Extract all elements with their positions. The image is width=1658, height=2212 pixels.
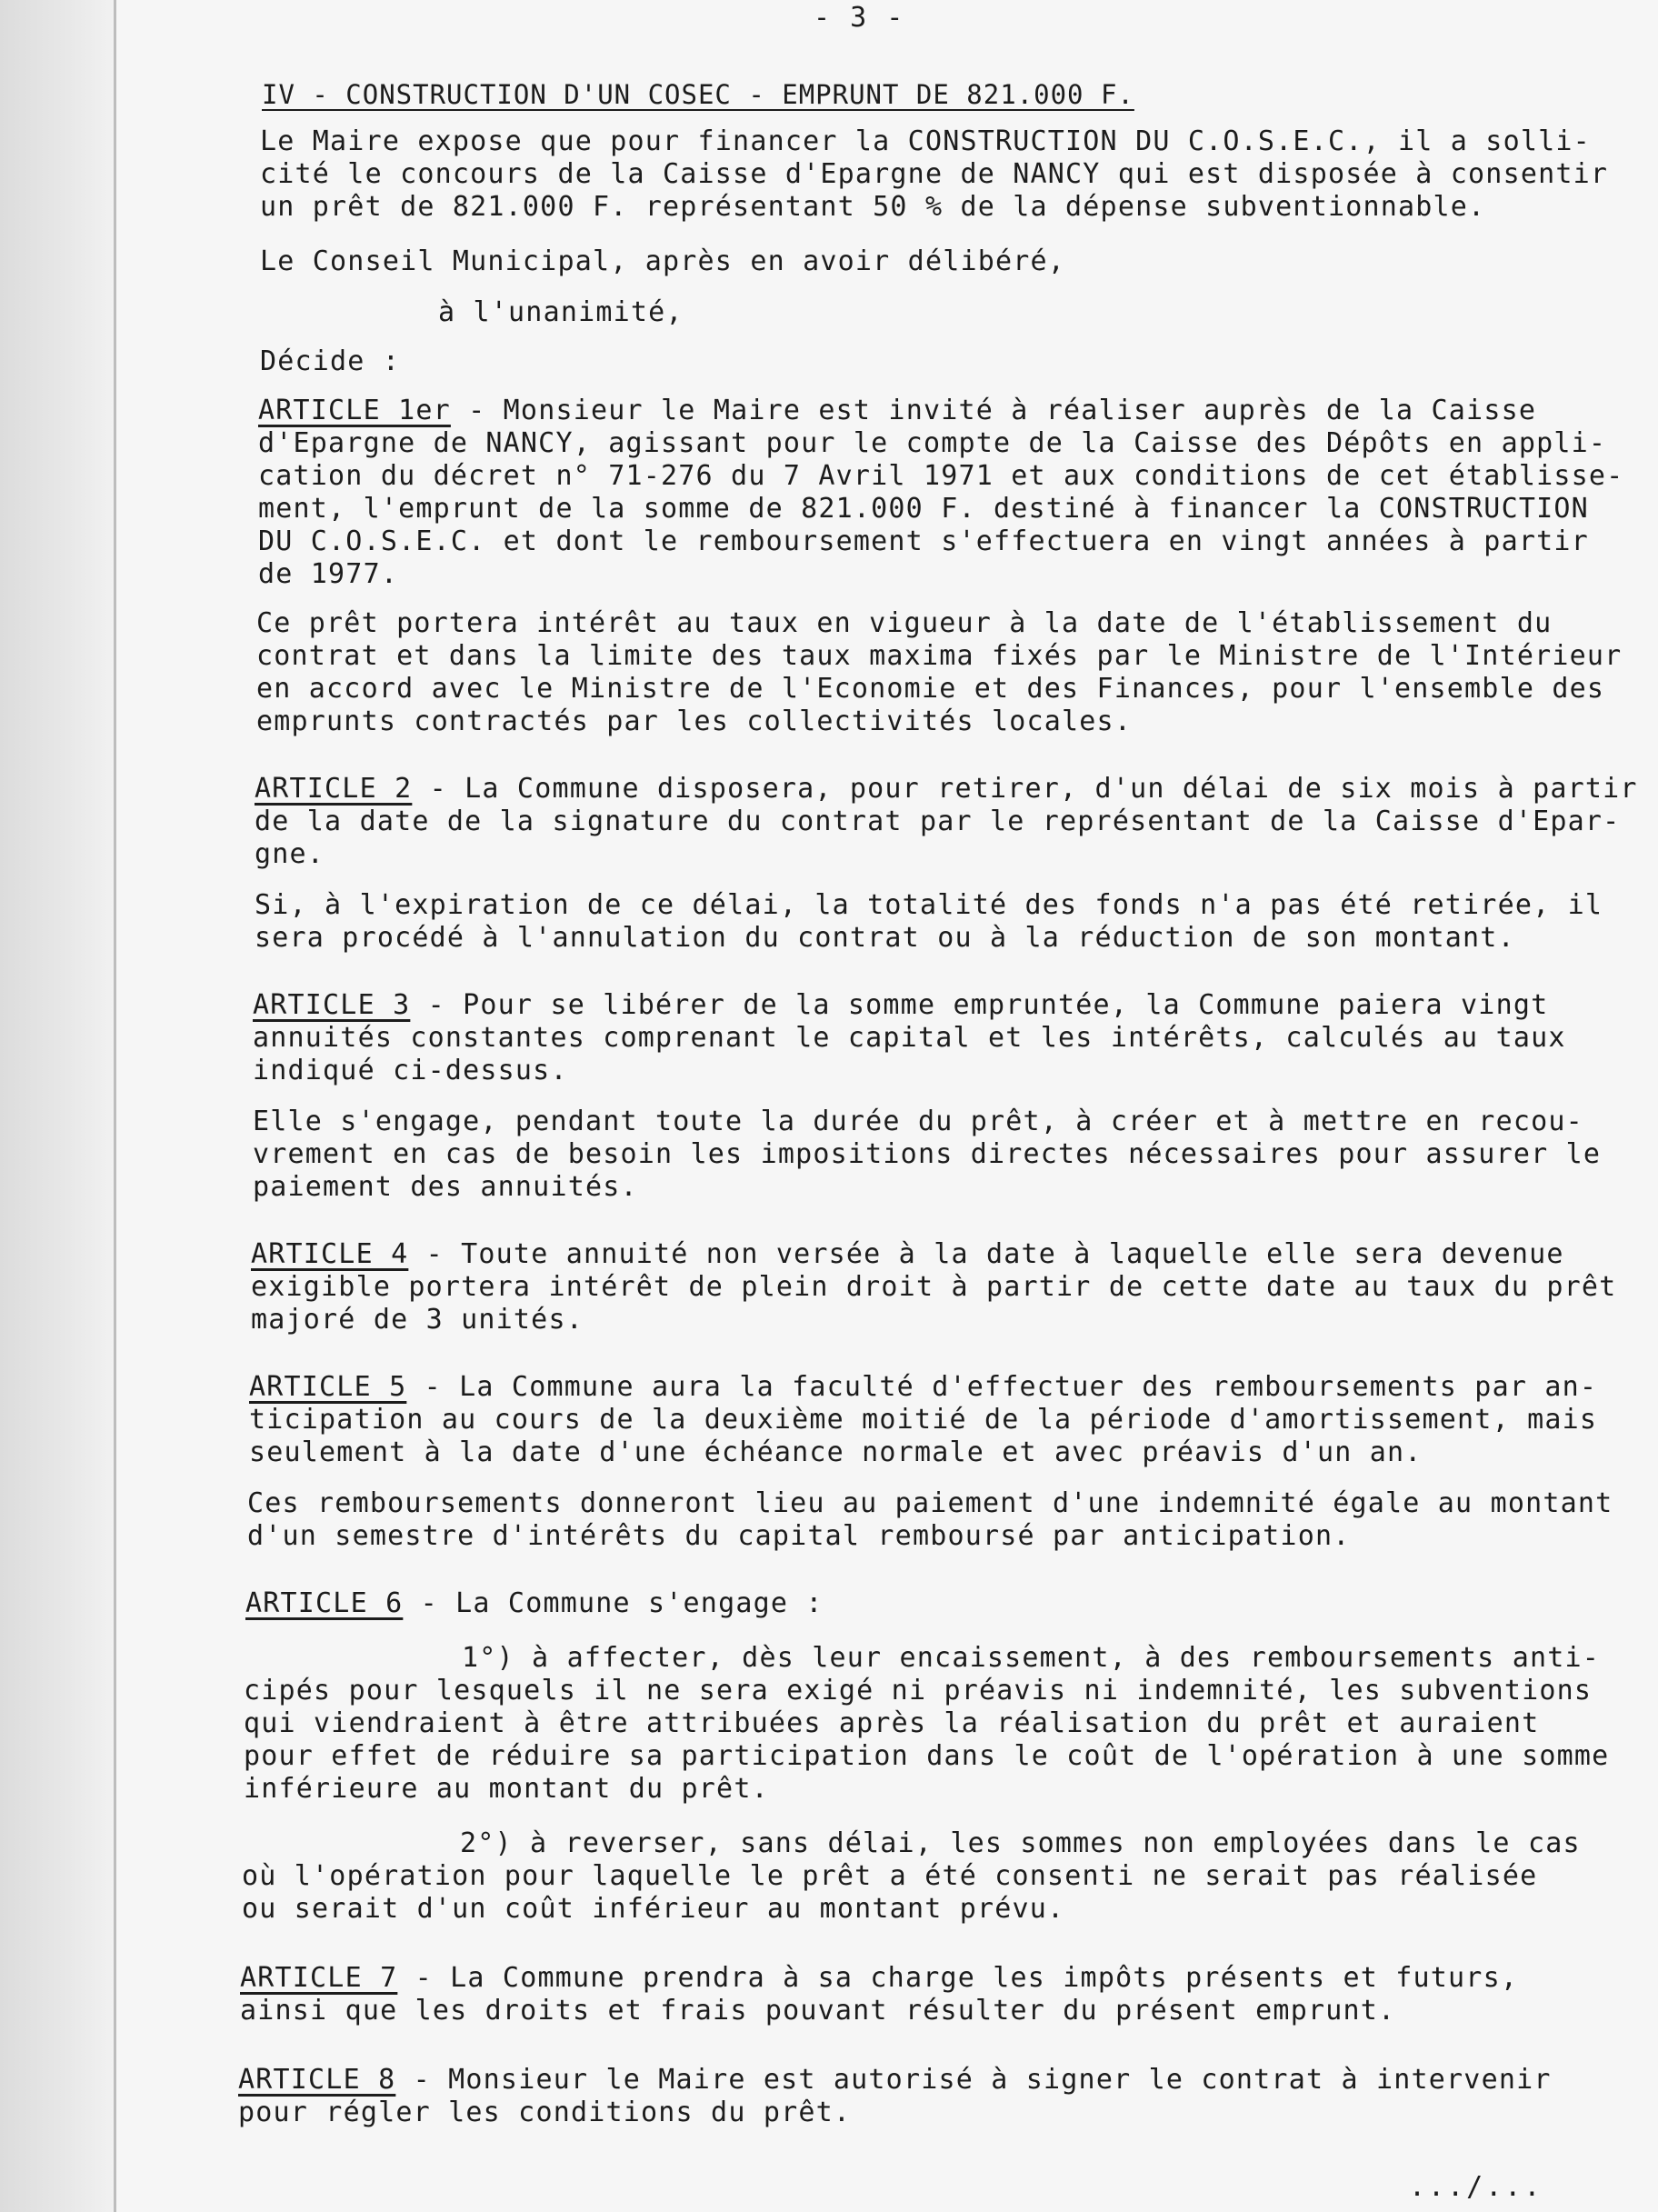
article-2-para2-line: sera procédé à l'annulation du contrat ou à la réduction de son montant.: [255, 922, 1515, 954]
article-8-first-line: - Monsieur le Maire est autorisé à signer le contrat à intervenir: [395, 2064, 1552, 2096]
article-1-first-line: - Monsieur le Maire est invité à réaliser auprès de la Caisse: [450, 395, 1537, 426]
page-number: - 3 -: [814, 2, 905, 34]
article-3: [253, 989, 1548, 1022]
article-6-label: ARTICLE 6: [245, 1587, 404, 1619]
decide-line: Décide :: [260, 345, 401, 377]
article-1-line: d'Epargne de NANCY, agissant pour le compte de la Caisse des Dépôts en appli-: [258, 427, 1607, 459]
article-6-item1-line: cipés pour lesquels il ne sera exigé ni préavis ni indemnité, les subventions: [244, 1675, 1593, 1707]
article-6: [245, 1587, 824, 1620]
article-6-item2-line: ou serait d'un coût inférieur au montant prévu.: [242, 1893, 1065, 1925]
article-3-para2-line: vrement en cas de besoin les impositions directes nécessaires pour assurer le: [253, 1138, 1602, 1170]
article-5-label: ARTICLE 5: [249, 1371, 407, 1403]
article-5-para2-line: Ces remboursements donneront lieu au paiement d'une indemnité égale au montant: [247, 1487, 1613, 1519]
article-2-line: gne.: [255, 838, 325, 870]
underlying-page-shadow: [0, 0, 114, 2212]
article-1-line: de 1977.: [258, 558, 399, 590]
article-6-item2-line: 2°) à reverser, sans délai, les sommes non employées dans le cas: [460, 1827, 1581, 1859]
article-6-first-line: - La Commune s'engage :: [403, 1587, 824, 1619]
article-1-label: ARTICLE 1er: [258, 395, 451, 426]
article-4: [251, 1238, 1564, 1271]
article-5-line: ticipation au cours de la deuxième moitié de la période d'amortissement, mais: [249, 1404, 1598, 1436]
article-5-line: seulement à la date d'une échéance normale et avec préavis d'un an.: [249, 1436, 1423, 1468]
article-4-line: majoré de 3 unités.: [251, 1304, 584, 1336]
section-title: IV - CONSTRUCTION D'UN COSEC - EMPRUNT DE 821.000 F.: [262, 79, 1134, 110]
intro-line-3: un prêt de 821.000 F. représentant 50 % de la dépense subventionnable.: [260, 191, 1486, 223]
article-4-label: ARTICLE 4: [251, 1238, 409, 1270]
page-edge: [114, 0, 116, 2212]
article-6-item1-line: inférieure au montant du prêt.: [244, 1773, 769, 1805]
article-5-para2-line: d'un semestre d'intérêts du capital remboursé par anticipation.: [247, 1520, 1351, 1552]
article-6-item1-line: qui viendraient à être attribuées après la réalisation du prêt et auraient: [244, 1707, 1540, 1739]
article-3-label: ARTICLE 3: [253, 989, 411, 1021]
intro-line-1: Le Maire expose que pour financer la CONSTRUCTION DU C.O.S.E.C., il a solli-: [260, 125, 1591, 157]
intro-line-2: cité le concours de la Caisse d'Epargne de NANCY qui est disposée à consentir: [260, 158, 1609, 190]
article-6-item2-line: où l'opération pour laquelle le prêt a été consenti ne serait pas réalisée: [242, 1860, 1538, 1892]
article-1: [258, 395, 1536, 427]
article-1-para2-line: en accord avec le Ministre de l'Economie et des Finances, pour l'ensemble des: [256, 673, 1605, 705]
article-2-label: ARTICLE 2: [255, 773, 413, 805]
article-3-para2-line: Elle s'engage, pendant toute la durée du prêt, à créer et à mettre en recou-: [253, 1106, 1583, 1137]
article-2-line: de la date de la signature du contrat par le représentant de la Caisse d'Epar-: [255, 806, 1621, 837]
article-7: [240, 1962, 1518, 1995]
article-1-line: cation du décret n° 71-276 du 7 Avril 1971 et aux conditions de cet établisse-: [258, 460, 1624, 492]
article-8-label: ARTICLE 8: [238, 2064, 396, 2096]
article-1-para2-line: emprunts contractés par les collectivités locales.: [256, 706, 1133, 737]
article-2-para2-line: Si, à l'expiration de ce délai, la totalité des fonds n'a pas été retirée, il: [255, 889, 1603, 921]
continuation-marker: .../...: [1409, 2171, 1543, 2203]
council-line: Le Conseil Municipal, après en avoir délibéré,: [260, 245, 1066, 277]
article-2: [255, 773, 1638, 806]
article-3-first-line: - Pour se libérer de la somme empruntée, la Commune paiera vingt: [410, 989, 1549, 1021]
article-6-item1-line: pour effet de réduire sa participation dans le coût de l'opération à une somme: [244, 1740, 1610, 1772]
article-6-item1-line: 1°) à affecter, dès leur encaissement, à des remboursements anti-: [462, 1642, 1600, 1674]
article-8: [238, 2064, 1552, 2097]
article-3-line: indiqué ci-dessus.: [253, 1055, 568, 1086]
article-1-line: DU C.O.S.E.C. et dont le remboursement s'effectuera en vingt années à partir: [258, 525, 1589, 557]
unanimity-line: à l'unanimité,: [438, 296, 684, 328]
article-3-para2-line: paiement des annuités.: [253, 1171, 638, 1203]
article-4-line: exigible portera intérêt de plein droit à partir de cette date au taux du prêt: [251, 1271, 1617, 1303]
article-8-line: pour régler les conditions du prêt.: [238, 2097, 852, 2128]
article-7-line: ainsi que les droits et frais pouvant résulter du présent emprunt.: [240, 1995, 1396, 2027]
article-1-line: ment, l'emprunt de la somme de 821.000 F. destiné à financer la CONSTRUCTION: [258, 493, 1589, 525]
article-2-first-line: - La Commune disposera, pour retirer, d'un délai de six mois à partir: [412, 773, 1638, 805]
article-7-label: ARTICLE 7: [240, 1962, 398, 1994]
article-1-para2-line: Ce prêt portera intérêt au taux en vigueur à la date de l'établissement du: [256, 607, 1553, 639]
article-5: [249, 1371, 1597, 1404]
article-3-line: annuités constantes comprenant le capital et les intérêts, calculés au taux: [253, 1022, 1566, 1054]
article-7-first-line: - La Commune prendra à sa charge les impôts présents et futurs,: [397, 1962, 1519, 1994]
article-1-para2-line: contrat et dans la limite des taux maxima fixés par le Ministre de l'Intérieur: [256, 640, 1623, 672]
article-4-first-line: - Toute annuité non versée à la date à laquelle elle sera devenue: [408, 1238, 1564, 1270]
article-5-first-line: - La Commune aura la faculté d'effectuer des remboursements par an-: [406, 1371, 1598, 1403]
